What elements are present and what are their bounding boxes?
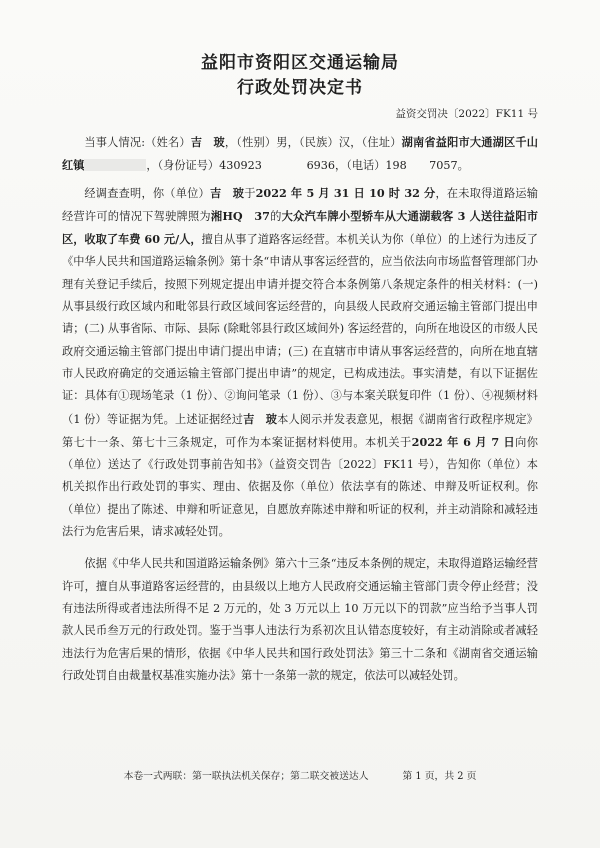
party-phone: 198 7057。 [385,159,469,173]
facts-text-7: 向你（单位）送达了《行政处罚事前告知书》（益资交罚告〔2022〕FK11 号），告知你（单位）本机关拟作出行政处罚的事实、理由、依据及你（单位）依法享有的陈述、申辩及听证权利。你（单位）提出了陈述、申辩和听证意见，自愿放弃陈述申辩和听证的权利，并主动消除和减轻违法行为危害后果，请求减轻处罚。 [62,435,538,539]
address-label: （住址） [361,136,402,149]
facts-text-3: ，在未取得道路运输经营许可的情况下驾驶牌照为 [62,186,538,223]
facts-text-5: 擅自从事了道路客运经营。本机关认为你（单位）的上述行为违反了《中华人民共和国道路运输条例》第十条“申请从事客运经营的，应当依法向市场监督管理部门办理有关登记手续后，按照下列规定提出申请并提交符合本条例第八条规定条件的相关材料：(一) 从事县级行政区域内和毗邻县行政区域间客运经营的，向县级人民政府交通运输主管部门提出申请；(二) 从事省际、市际、县际 (除毗邻县行政区域间外) 客运经营的，向所在地设区的市级人民政府交通运输主管部门提出申请门提出申请；(三) 在直辖市申请从事客运经营的，向所在地直辖市人民政府确定的交通运输主管部门提出申请”的规定，已构成违法。事实清楚，有以下证据佐证：具体有①现场笔录（1 份）、②询问笔录（1 份）、③与本案关联复印件（1 份）、④视频材料（1 份）等证据为凭。上述证据经过 [62,233,538,426]
redaction-block [84,159,146,171]
facts-datetime: 2022 年 5 月 31 日 10 时 32 分 [255,185,436,200]
id-label: ，（身份证号） [146,159,220,173]
facts-paragraph [62,182,538,544]
party-gender: 男， [276,136,299,149]
facts-text-4: 的 [269,209,282,223]
party-ethnicity: 汉， [338,136,362,149]
facts-text-2: 于 [244,186,256,200]
party-info-paragraph [62,131,538,178]
gender-label: ，（性别） [224,136,277,149]
facts-name: 吉 玻 [209,185,245,200]
document-number: 益资交罚决〔2022〕FK11 号 [395,108,538,120]
ethnicity-label: （民族） [298,136,339,149]
party-address: 湖南省益阳市大通湖区千山红镇 [62,135,538,173]
party-id-number: 430923 6936， [219,159,347,173]
name-label: 当事人情况:（姓名） [84,136,191,149]
legal-basis-paragraph: 依据《中华人民共和国道路运输条例》第六十三条“违反本条例的规定，未取得道路运输经营许可，擅自从事道路客运经营的，由县级以上地方人民政府交通运输主管部门责令停止经营；没有违法所得或者违法所得不足 2 万元的，处 3 万元以上 10 万元以下的罚款”应当给予当事人罚款人民币叁万元的行政处罚。鉴于当事人违法行为系初次且认错态度较好，有主动消除或者减轻违法行为危害后果的情形，依据《中华人民共和国行政处罚法》第三十二条和《湖南省交通运输行政处罚自由裁量权基准实施办法》第十一条第一款的规定，依法可以减轻处罚。 [62,557,538,682]
party-name: 吉 玻 [190,135,225,149]
facts-date-2: 2022 年 6 月 7 日 [411,434,516,449]
phone-label: （电话） [346,159,386,173]
facts-plate: 湘HQ 37 [210,208,270,223]
facts-vehicle: 大众汽车牌小型轿车从大通湖载客 3 人送往益阳市区，收取了车费 60 元/人， [62,208,538,247]
facts-name-2: 吉 玻 [243,411,278,426]
document-type-title: 行政处罚决定书 [237,78,363,98]
page-number: 第 1 页，共 2 页 [402,771,477,782]
facts-text-1: 经调查查明，你（单位） [84,186,210,200]
footer-note: 本卷一式两联：第一联执法机关保存；第二联交被送达人 [123,771,369,782]
agency-title: 益阳市资阳区交通运输局 [201,53,399,73]
page-footer [0,768,600,782]
facts-text-6: 本人阅示并发表意见，根据《湖南省行政程序规定》第七十一条、第七十三条规定，可作为本案证据材料使用。本机关于 [62,412,538,449]
